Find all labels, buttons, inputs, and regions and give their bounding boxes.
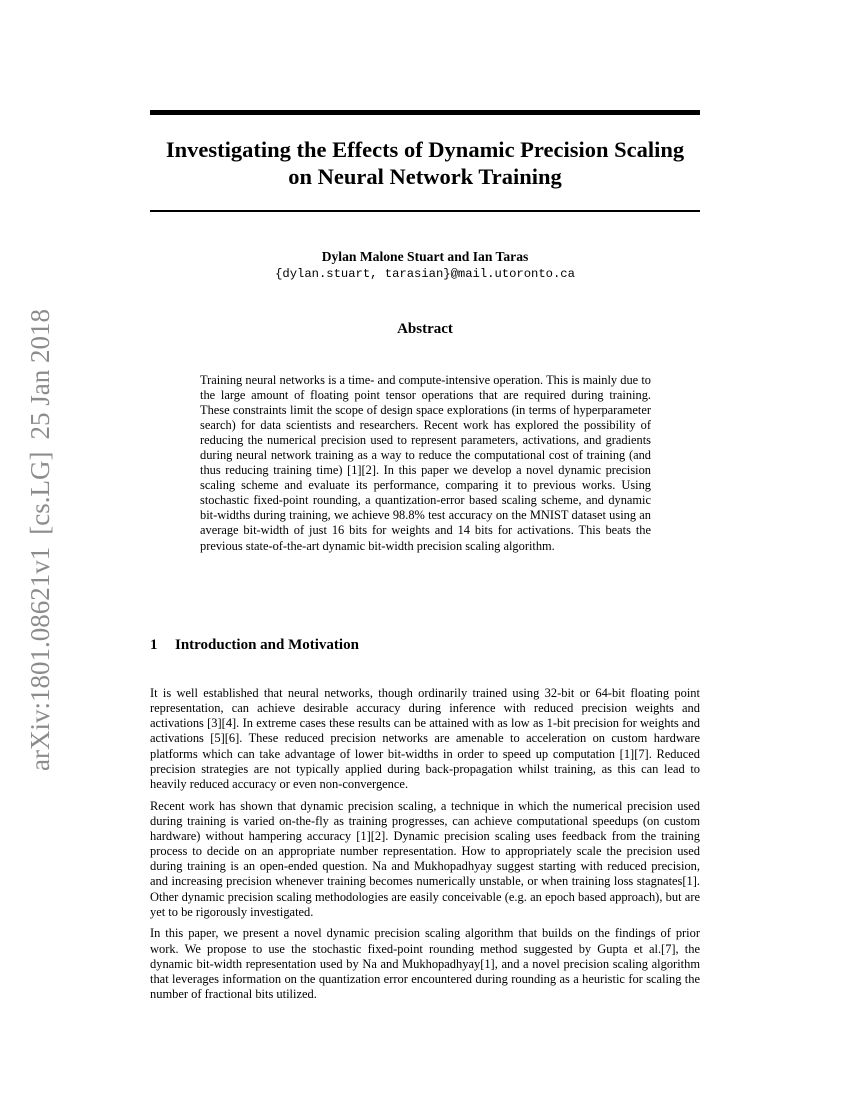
paper-title bbox=[150, 136, 700, 190]
abstract-body: Training neural networks is a time- and compute-intensive operation. This is mainly due to the large amount of floating point tensor operations that are required during training. These constraints limit the scope of design space explorations (in terms of hyperparameter search) for data scientists and researchers. Recent work has explored the possibility of reducing the numerical precision used to represent parameters, activations, and gradients during neural network training as a way to reduce the computational cost of training (and thus reducing training time) [1][2]. In this paper we develop a novel dynamic precision scaling scheme and evaluate its performance, comparing it to previous works. Using stochastic fixed-point rounding, a quantization-error based scaling scheme, and dynamic bit-widths during training, we achieve 98.8% test accuracy on the MNIST dataset using an average bit-width of just 16 bits for weights and 14 bits for activations. This beats the previous state-of-the-art dynamic bit-width precision scaling algorithm. bbox=[200, 373, 651, 553]
paragraph: Recent work has shown that dynamic precision scaling, a technique in which the numerical precision used during training is varied on-the-fly as training progresses, can achieve computational speedups (on custom hardware) without hampering accuracy [1][2]. Dynamic precision scaling uses feedback from the training process to decide on an appropriate number representation. How to appropriately scale the precision used during training is an open-ended question. Na and Mukhopadhyay suggest starting with reduced precision, and increasing precision whenever training becomes numerically unstable, or when training loss stagnates[1]. Other dynamic precision scaling methodologies are easily conceivable (e.g. an epoch based approach), but are yet to be rigorously investigated. bbox=[150, 798, 700, 919]
title-line-2: on Neural Network Training bbox=[288, 164, 562, 189]
section-title: Introduction and Motivation bbox=[175, 637, 359, 653]
introduction-body bbox=[150, 686, 700, 1009]
section-number: 1 bbox=[150, 637, 158, 653]
arxiv-id: arXiv:1801.08621v1 bbox=[25, 546, 55, 771]
arxiv-stamp bbox=[25, 309, 55, 771]
title-line-1: Investigating the Effects of Dynamic Precision Scaling bbox=[165, 137, 685, 162]
paragraph: It is well established that neural networks, though ordinarily trained using 32-bit or 64-bit floating point representation, can achieve desirable accuracy during inference with reduced precision weights and activations [3][4]. In extreme cases these results can be attained with as low as 1-bit precision for weights and activations [5][6]. These reduced precision networks are amenable to acceleration on custom hardware platforms which can take advantage of lower bit-widths in order to speed up computation [1][7]. Reduced precision strategies are not typically applied during back-propagation whilst training, as this can lead to heavily reduced accuracy or even non-convergence. bbox=[150, 686, 700, 791]
section-heading bbox=[150, 636, 700, 654]
author-email: {dylan.stuart, tarasian}@mail.utoronto.ca bbox=[275, 267, 575, 281]
title-bottom-rule bbox=[150, 210, 700, 212]
arxiv-category: [cs.LG] bbox=[25, 451, 55, 535]
title-top-rule bbox=[150, 110, 700, 115]
paragraph: In this paper, we present a novel dynamic precision scaling algorithm that builds on the findings of prior work. We propose to use the stochastic fixed-point rounding method suggested by Gupta et al.[7], the dynamic bit-width representation used by Na and Mukhopadhyay[1], and a novel precision scaling algorithm that leverages information on the quantization error encountered during rounding as a heuristic for scaling the number of fractional bits utilized. bbox=[150, 926, 700, 1001]
abstract-heading: Abstract bbox=[397, 321, 453, 337]
author-names: Dylan Malone Stuart and Ian Taras bbox=[321, 249, 529, 264]
arxiv-date: 25 Jan 2018 bbox=[25, 309, 55, 440]
